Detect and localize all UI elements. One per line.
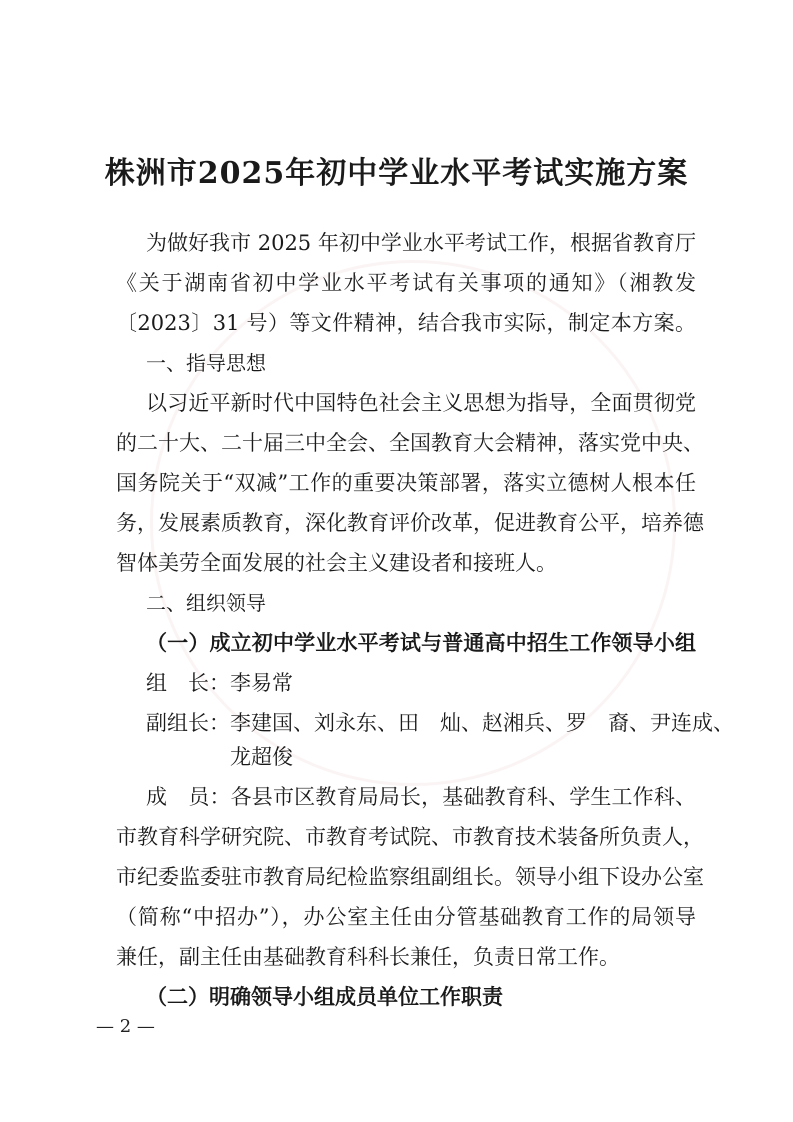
members-line-4: （简称“中招办”），办公室主任由分管基础教育工作的局领导	[116, 905, 696, 929]
members-line-2: 市教育科学研究院、市教育考试院、市教育技术装备所负责人，	[116, 825, 704, 849]
section1-line-1: 以习近平新时代中国特色社会主义思想为指导，全面贯彻党	[146, 391, 696, 415]
section1-line-5: 智体美劳全面发展的社会主义建设者和接班人。	[116, 551, 557, 575]
section1-line-3: 国务院关于“双减”工作的重要决策部署，落实立德树人根本任	[116, 471, 696, 495]
subsection-heading-2: （二）明确领导小组成员单位工作职责	[146, 984, 503, 1009]
deputy-line-1: 副组长：李建国、刘永东、田 灿、赵湘兵、罗 裔、尹连成、	[146, 711, 734, 735]
page-number: — 2 —	[96, 1016, 155, 1037]
intro-line-3: 〔2023〕31 号）等文件精神，结合我市实际，制定本方案。	[116, 311, 696, 335]
members-line-5: 兼任，副主任由基础教育科科长兼任，负责日常工作。	[116, 945, 620, 969]
deputy-line-2: 龙超俊	[230, 745, 293, 769]
page-title: 株洲市2025年初中学业水平考试实施方案	[104, 156, 689, 191]
section-heading-1: 一、指导思想	[146, 351, 266, 375]
members-line-3: 市纪委监委驻市教育局纪检监察组副组长。领导小组下设办公室	[116, 865, 704, 889]
leader-line: 组 长：李易常	[146, 671, 293, 695]
intro-line-2: 《关于湖南省初中学业水平考试有关事项的通知》（湘教发	[116, 271, 696, 295]
members-line-1: 成 员：各县市区教育局局长，基础教育科、学生工作科、	[146, 785, 696, 809]
subsection-heading-1: （一）成立初中学业水平考试与普通高中招生工作领导小组	[146, 630, 696, 655]
section1-line-4: 务，发展素质教育，深化教育评价改革，促进教育公平，培养德	[116, 511, 704, 535]
section-heading-2: 二、组织领导	[146, 591, 266, 615]
intro-line-1: 为做好我市 2025 年初中学业水平考试工作，根据省教育厅	[146, 231, 696, 255]
section1-line-2: 的二十大、二十届三中全会、全国教育大会精神，落实党中央、	[116, 431, 704, 455]
